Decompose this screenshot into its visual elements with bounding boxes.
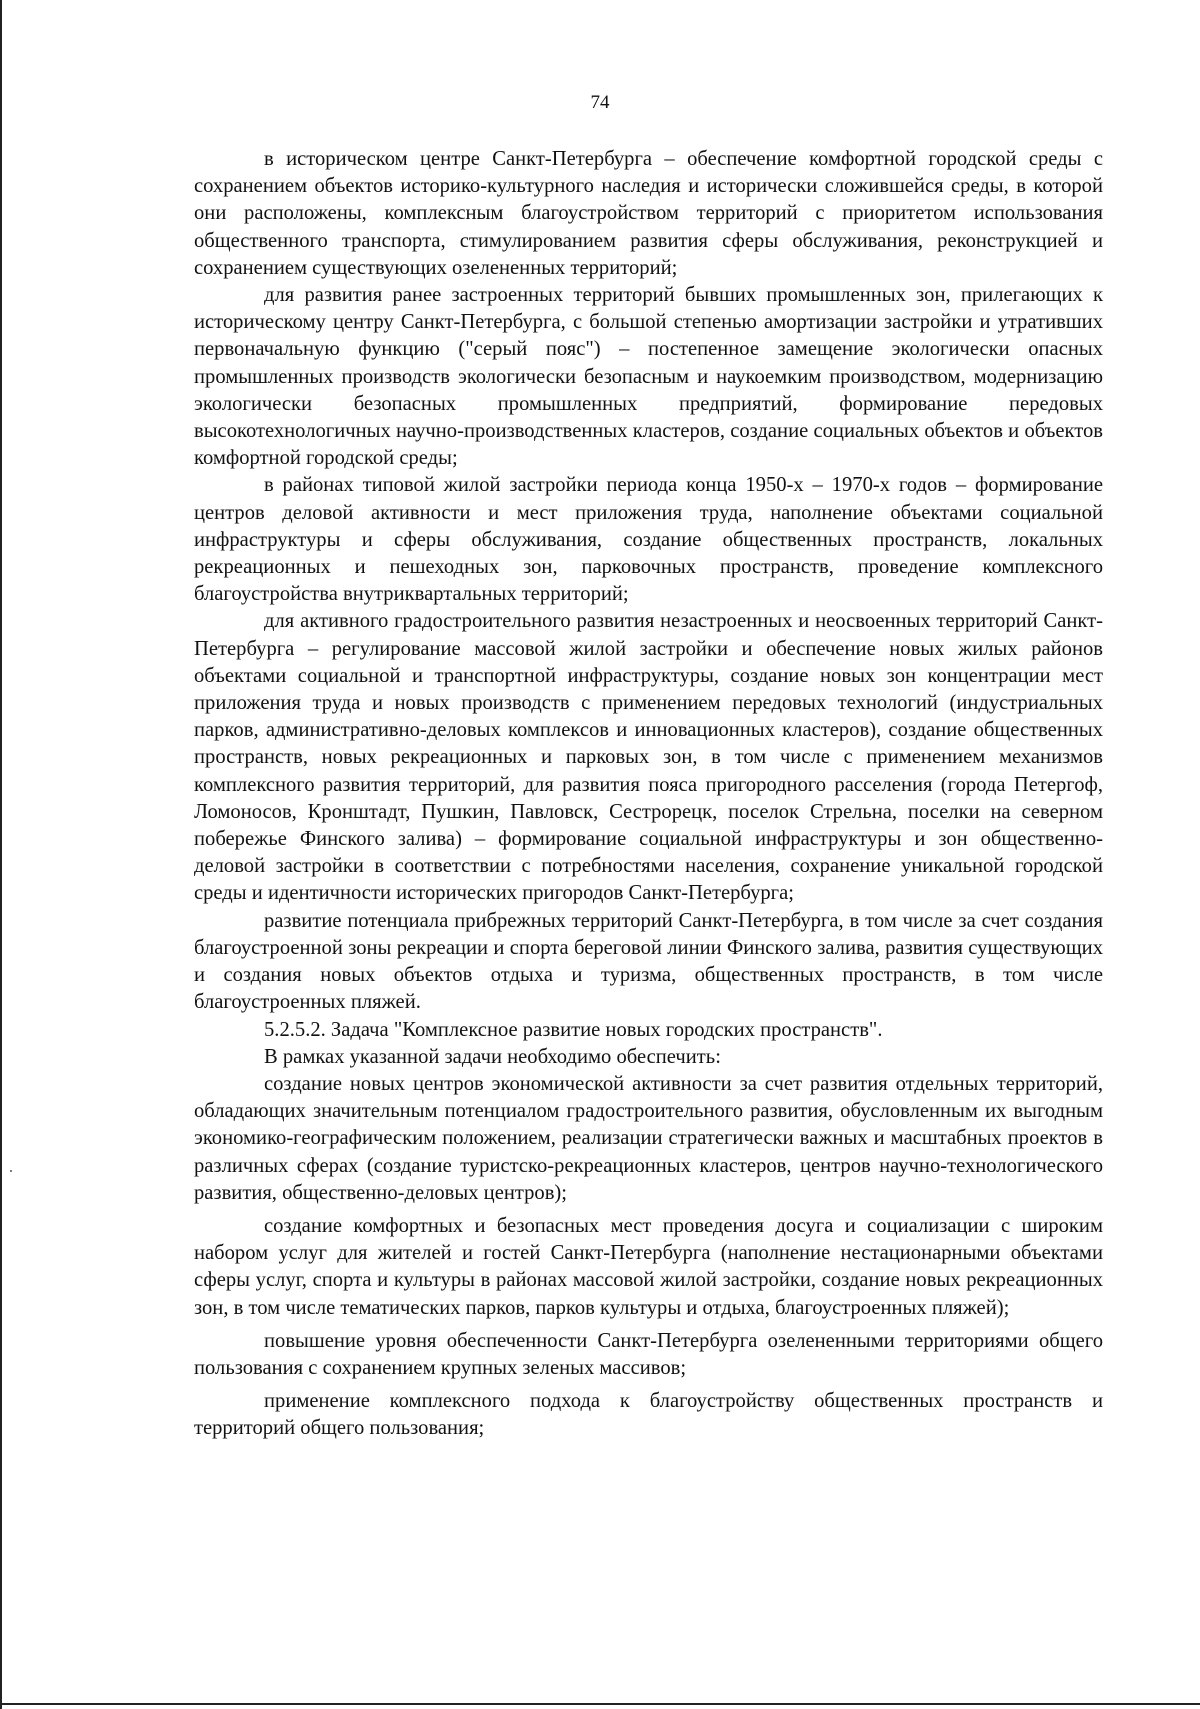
paragraph-undeveloped-territories: для активного градостроительного развития незастроенных и неосвоенных территорий Санкт-Петербурга – регулирование массовой жилой застройки и обеспечение новых жилых районов объектами социальной и транспортной инфраструктуры, создание новых зон концентрации мест приложения труда и новых производств с применением передовых технологий (индустриальных парков, административно-деловых комплексов и инновационных кластеров), создание общественных пространств, новых рекреационных и парковых зон, в том числе с применением механизмов комплексного развития территорий, для развития пояса пригородного расселения (города Петергоф, Ломоносов, Кронштадт, Пушкин, Павловск, Сестрорецк, поселок Стрельна, поселки на северном побережье Финского залива) – формирование социальной инфраструктуры и зон общественно-деловой застройки в соответствии с потребностями населения, сохранение уникальной городской среды и идентичности исторических пригородов Санкт-Петербурга; <box>194 610 1103 905</box>
scan-left-edge <box>0 0 2 1709</box>
paragraph-historic-center: в историческом центре Санкт-Петербурга – обеспечение комфортной городской среды с сохранением объектов историко-культурного наследия и исторически сложившейся среды, в которой они расположены, комплексным благоустройством территорий с приоритетом использования общественного транспорта, стимулированием развития сферы обслуживания, реконструкцией и сохранением существующих озелененных территорий; <box>194 148 1103 279</box>
paragraph-economic-centers: создание новых центров экономической активности за счет развития отдельных территорий, обладающих значительным потенциалом градостроительного развития, обусловленным их выгодным экономико-географическим положением, реализации стратегически важных и масштабных проектов в различных сферах (создание туристско-рекреационных кластеров, центров научно-технологического развития, общественно-деловых центров); <box>194 1072 1103 1204</box>
page-number: 74 <box>590 92 610 113</box>
section-heading-task: 5.2.5.2. Задача "Комплексное развитие новых городских пространств". <box>264 1018 883 1041</box>
paragraph-typical-housing: в районах типовой жилой застройки периода конца 1950-х – 1970-х годов – формирование центров деловой активности и мест приложения труда, наполнение объектами социальной инфраструктуры и сферы обслуживания, создание общественных пространств, локальных рекреационных и пешеходных зон, парковочных пространств, проведение комплексного благоустройства внутриквартальных территорий; <box>194 474 1103 606</box>
scan-speck <box>10 1170 12 1172</box>
paragraph-public-spaces: применение комплексного подхода к благоустройству общественных пространств и территорий общего пользования; <box>194 1390 1103 1440</box>
paragraph-coastal-territories: развитие потенциала прибрежных территорий Санкт-Петербурга, в том числе за счет создания благоустроенной зоны рекреации и спорта береговой линии Финского залива, развития существующих и создания новых объектов отдыха и туризма, общественных пространств, в том числе благоустроенных пляжей. <box>194 909 1103 1014</box>
document-body <box>194 146 1103 1443</box>
scan-bottom-edge <box>0 1703 1200 1705</box>
paragraph-grey-belt: для развития ранее застроенных территорий бывших промышленных зон, прилегающих к историческому центру Санкт-Петербурга, с большой степенью амортизации застройки и утративших первоначальную функцию ("серый пояс") – постепенное замещение экологически опасных промышленных производств экологически безопасным и наукоемким производством, модернизацию экологически безопасных промышленных предприятий, формирование передовых высокотехнологичных научно-производственных кластеров, создание социальных объектов и объектов комфортной городской среды; <box>194 284 1103 470</box>
paragraph-task-intro: В рамках указанной задачи необходимо обеспечить: <box>264 1045 721 1068</box>
paragraph-leisure-places: создание комфортных и безопасных мест проведения досуга и социализации с широким набором услуг для жителей и гостей Санкт-Петербурга (наполнение нестационарными объектами сферы услуг, спорта и культуры в районах массовой жилой застройки, создание новых рекреационных зон, в том числе тематических парков, парков культуры и отдыха, благоустроенных пляжей); <box>194 1214 1103 1319</box>
paragraph-green-areas: повышение уровня обеспеченности Санкт-Петербурга озелененными территориями общего пользования с сохранением крупных зеленых массивов; <box>194 1329 1103 1379</box>
